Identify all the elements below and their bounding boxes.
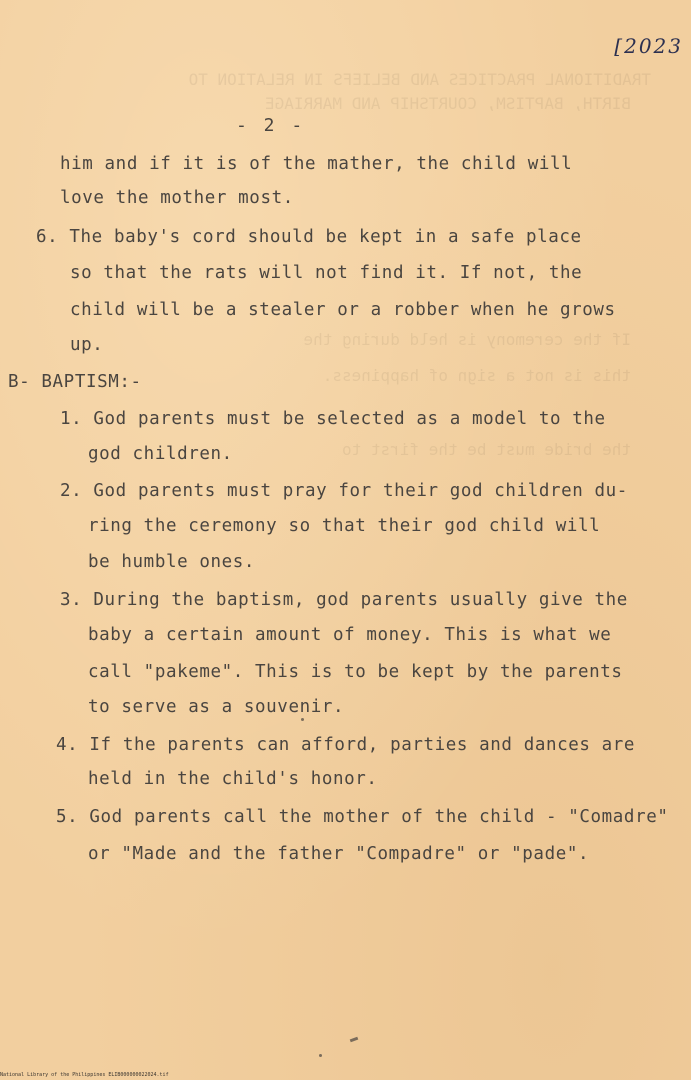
body-line: god children. (88, 444, 233, 464)
list-item-3: 3. During the baptism, god parents usually give the (60, 590, 628, 610)
list-item-2: 2. God parents must pray for their god children du- (60, 481, 628, 501)
body-line: held in the child's honor. (88, 769, 378, 789)
ink-speck (319, 1054, 322, 1057)
body-line: ring the ceremony so that their god child will (88, 516, 601, 536)
page-number: - 2 - (236, 115, 306, 136)
scan-footer: National Library of the Philippines ELIB000000022024.tif (0, 1072, 169, 1078)
body-line: up. (70, 335, 104, 355)
body-line: him and if it is of the mather, the child will (60, 154, 573, 174)
body-line: or "Made and the father "Compadre" or "pade". (88, 844, 590, 864)
list-item-6: 6. The baby's cord should be kept in a safe place (36, 227, 582, 247)
list-item-4: 4. If the parents can afford, parties and dances are (56, 735, 636, 755)
ink-mark (350, 1037, 359, 1043)
bleed-through-text: TRADITIONAL PRACTICES AND BELIEFS IN RELATION TO BIRTH, BAPTISM, COURTSHIP AND MARRIAGE If the ceremony is held during the this is not a sign of happiness. the bride must be the first to (188, 70, 651, 459)
body-line: call "pakeme". This is to be kept by the parents (88, 662, 623, 682)
list-item-1: 1. God parents must be selected as a model to the (60, 409, 606, 429)
body-line: child will be a stealer or a robber when he grows (70, 300, 616, 320)
archive-reference-number: [2023 (614, 34, 683, 58)
body-line: baby a certain amount of money. This is what we (88, 625, 612, 645)
list-item-5: 5. God parents call the mother of the child - "Comadre" (56, 807, 669, 827)
body-line: love the mother most. (60, 188, 294, 208)
section-heading-baptism: B- BAPTISM:- (8, 372, 142, 392)
ink-speck (301, 718, 304, 721)
body-line: be humble ones. (88, 552, 256, 572)
body-line: to serve as a souvenir. (88, 697, 345, 717)
body-line: so that the rats will not find it. If not, the (70, 263, 583, 283)
